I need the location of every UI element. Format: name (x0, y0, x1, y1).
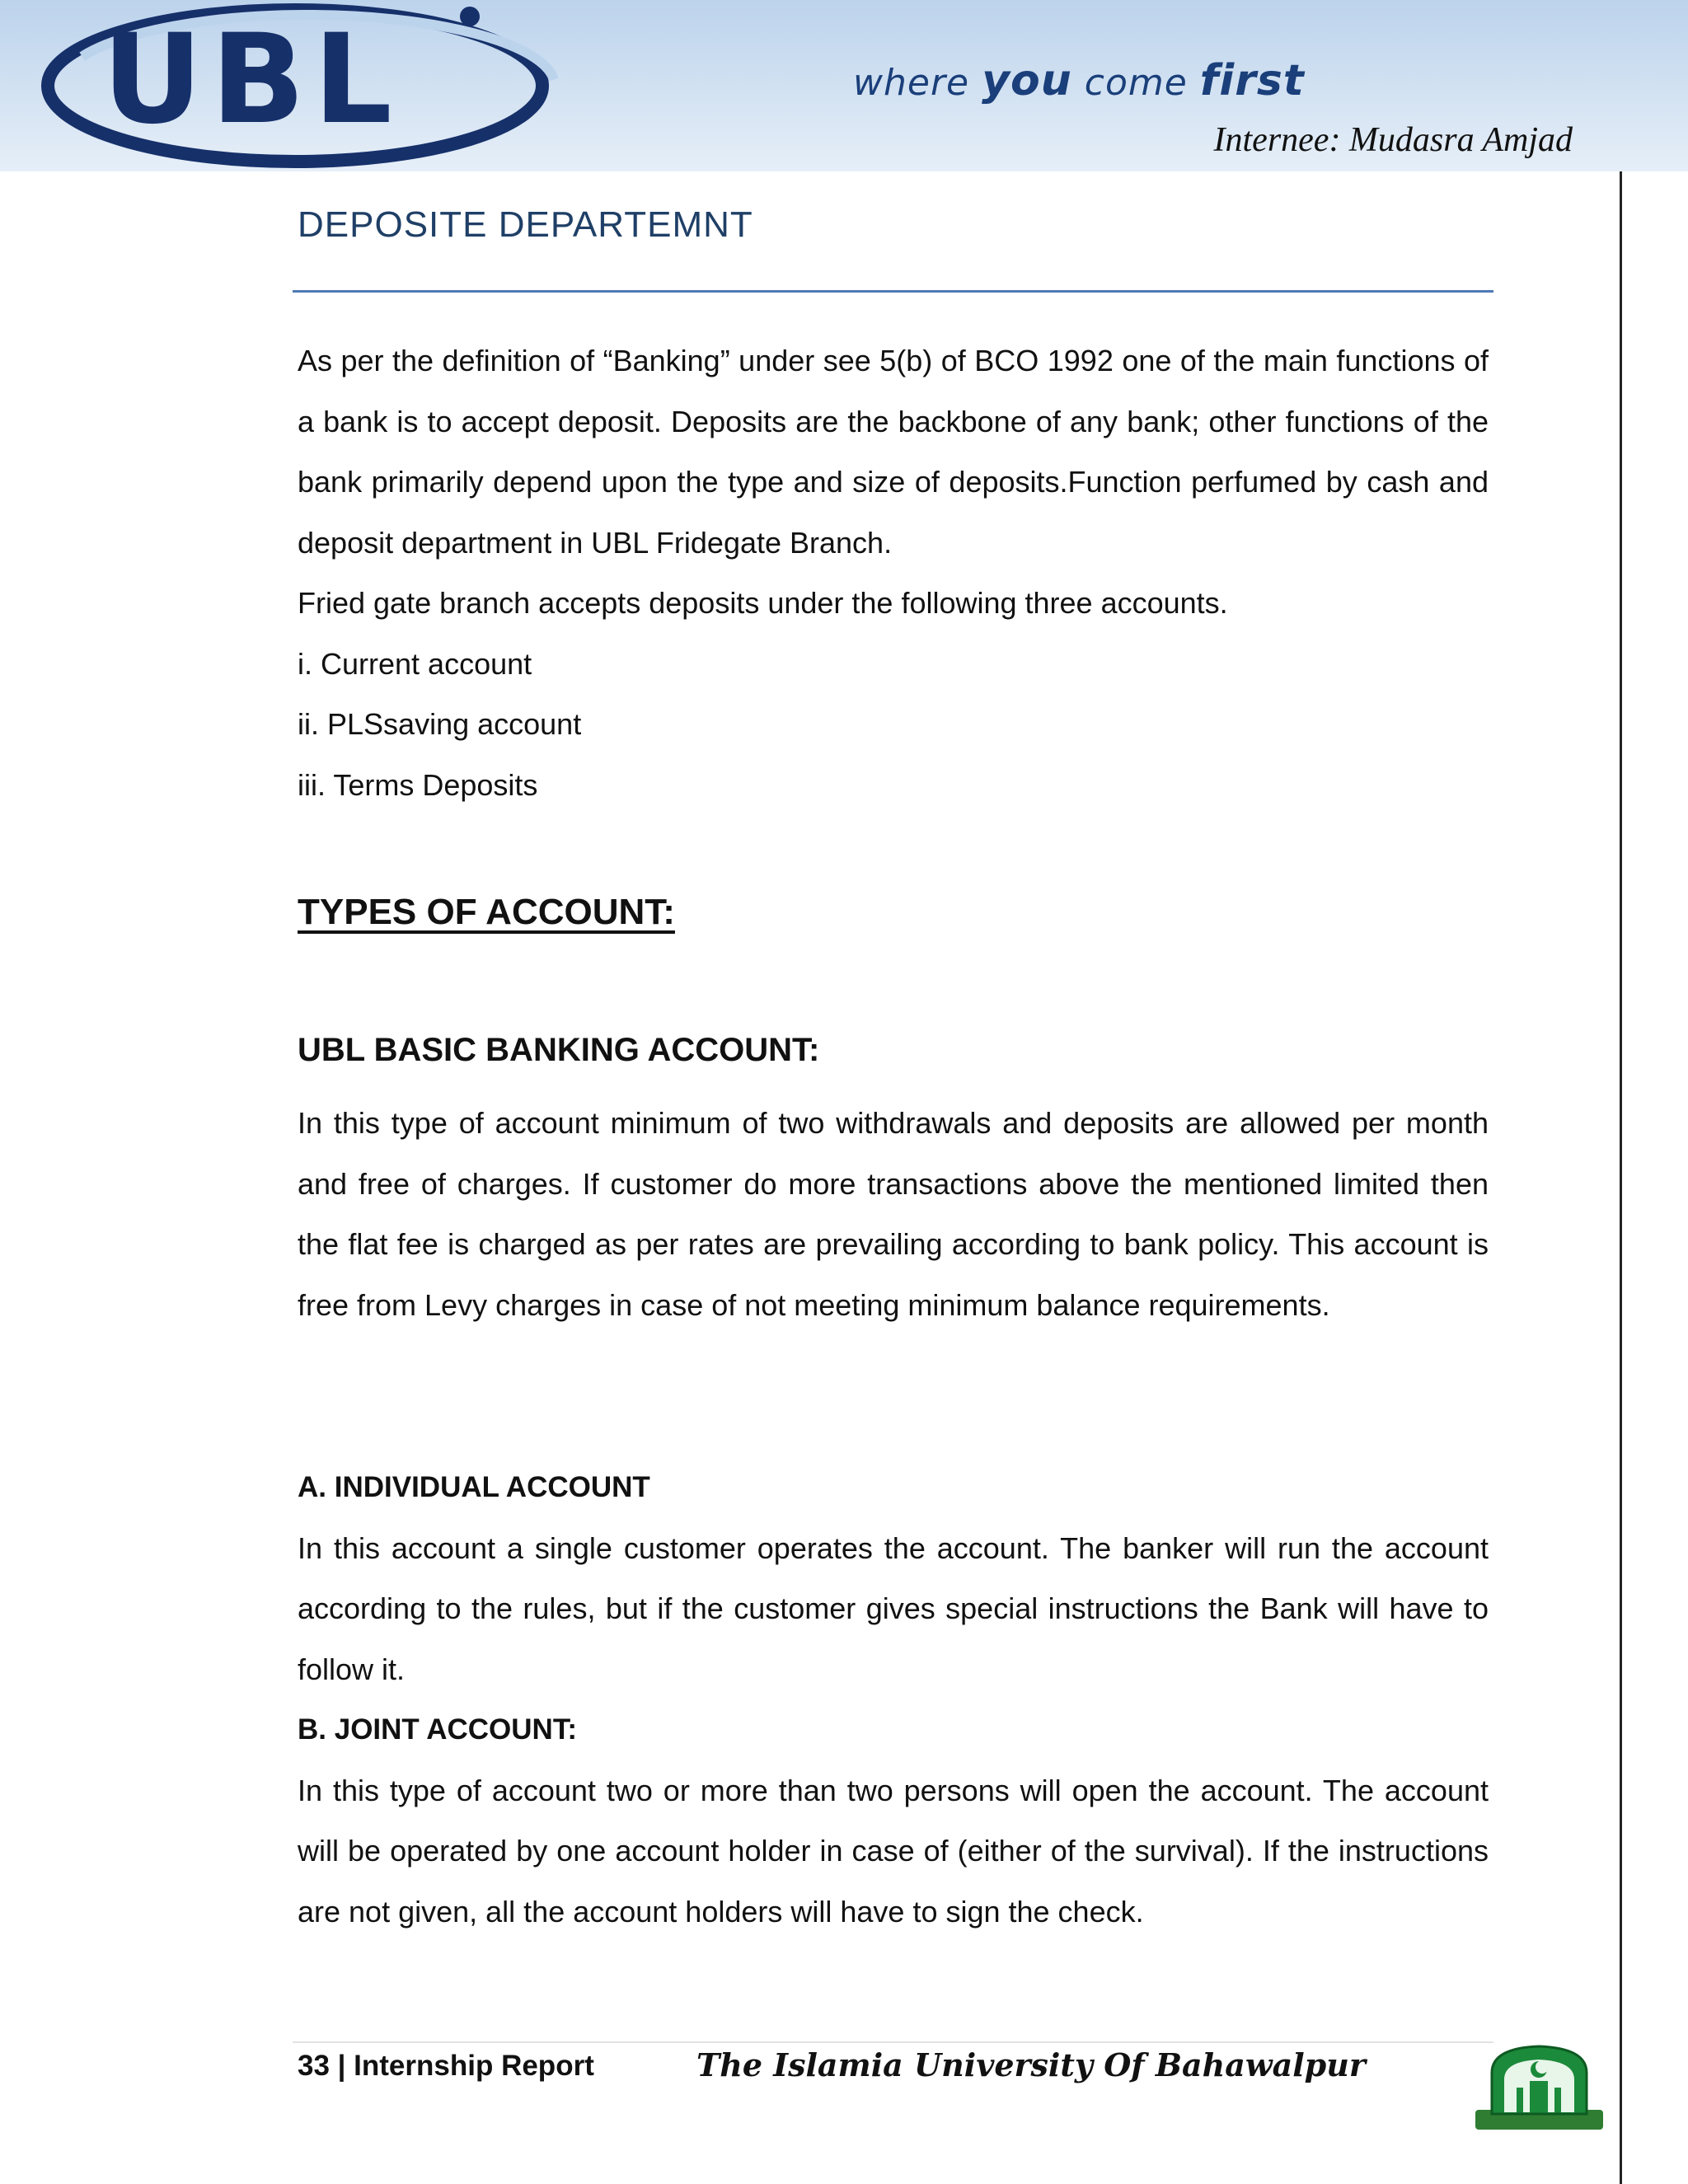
basic-account-paragraph: In this type of account minimum of two withdrawals and deposits are allowed per month and free of charges. If customer do more transactions above the mentioned limited then the flat fee is charged as per rates are prevailing according to bank policy. This account is free from Levy charges in case of not meeting minimum balance requirements. (298, 1106, 1489, 1322)
accounts-line: Fried gate branch accepts deposits under the following three accounts. (298, 586, 1228, 620)
list-item: i. Current account (298, 646, 532, 681)
joint-heading: B. JOINT ACCOUNT: (298, 1713, 577, 1746)
title-divider (293, 290, 1493, 293)
ubl-logo (23, 0, 559, 171)
university-name: The Islamia University Of Bahawalpur (696, 2046, 1366, 2083)
right-margin-rule (1620, 171, 1622, 2184)
individual-paragraph: In this account a single customer operates the account. The banker will run the account according to the rules, but if the customer gives special instructions the Bank will have to follow it. (298, 1530, 1489, 1686)
list-item: ii. PLSsaving account (298, 707, 582, 741)
intro-section (298, 330, 1489, 815)
types-heading: TYPES OF ACCOUNT: (298, 892, 675, 932)
account-types-section (298, 1457, 1489, 1942)
basic-account-section (298, 1093, 1489, 1335)
internee-name: Internee: Mudasra Amjad (1213, 121, 1573, 159)
page-number-label: 33 | Internship Report (298, 2050, 594, 2082)
joint-paragraph: In this type of account two or more than two persons will open the account. The account will be operated by one account holder in case of (either of the survival). If the instructions are not given, all the account holders will have to sign the check. (298, 1773, 1489, 1929)
section-title: DEPOSITE DEPARTEMNT (298, 204, 753, 245)
intro-paragraph: As per the definition of “Banking” under see 5(b) of BCO 1992 one of the main functions of a bank is to accept deposit. Deposits are the backbone of any bank; other functions of the bank primarily depend upon the type and size of deposits.Function perfumed by cash and deposit department in UBL Fridegate Branch. (298, 344, 1489, 560)
university-crest-icon (1475, 2040, 1603, 2130)
tagline: where you come first (853, 56, 1305, 105)
svg-text:UBL: UBL (102, 8, 401, 152)
page-header (0, 0, 1688, 171)
footer-divider (293, 2041, 1493, 2043)
individual-heading: A. INDIVIDUAL ACCOUNT (298, 1471, 650, 1503)
basic-account-heading: UBL BASIC BANKING ACCOUNT: (298, 1032, 820, 1068)
list-item: iii. Terms Deposits (298, 767, 538, 802)
